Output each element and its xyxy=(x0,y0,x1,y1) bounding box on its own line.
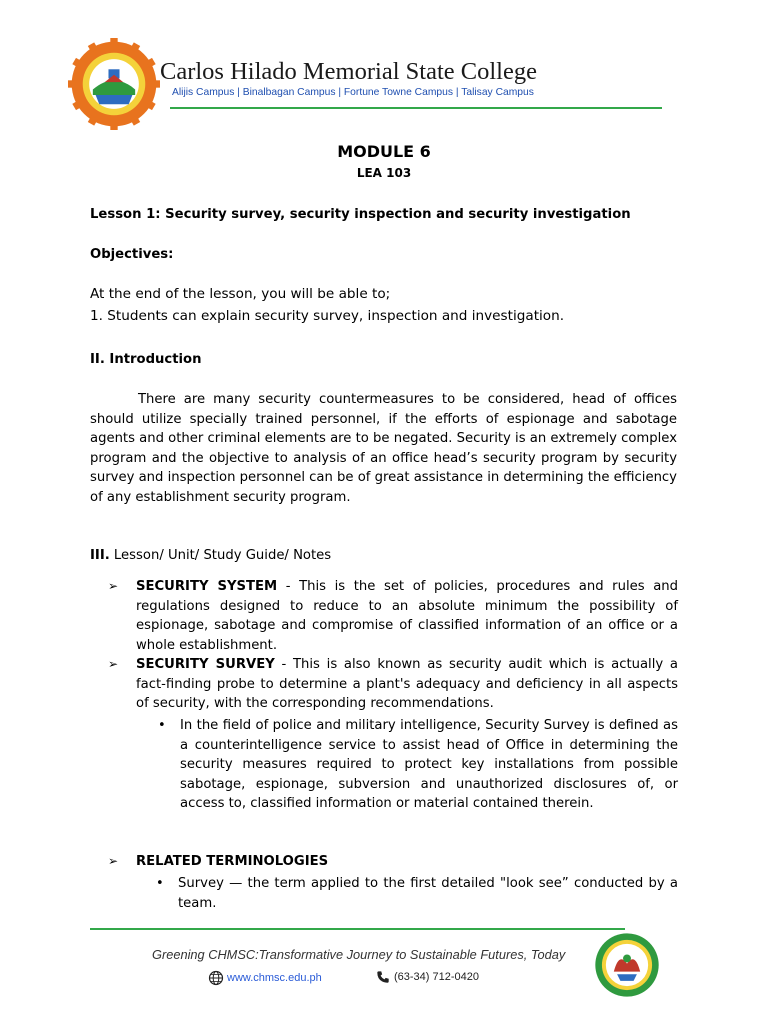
phone-contact xyxy=(376,970,479,984)
course-code: LEA 103 xyxy=(356,166,412,180)
lesson-title: Lesson 1: Security survey, security inspection and security investigation xyxy=(90,207,631,222)
list-item xyxy=(156,874,678,913)
phone-icon xyxy=(376,970,390,984)
campus-list: Alijis Campus | Binalbagan Campus | Fortune Towne Campus | Talisay Campus xyxy=(172,87,534,98)
objectives-intro: At the end of the lesson, you will be able to; xyxy=(90,286,391,302)
related-term-text: Survey — the term applied to the first detailed "look see” conducted by a team. xyxy=(178,876,678,911)
term-definition: - This is the set of policies, procedures and rules and regulations designed to reduce to an absolute minimum the possibility of espionage, sabotage and compromise of classified information of an office or a whole establishment. xyxy=(136,579,678,653)
phone-number: (63-34) 712-0420 xyxy=(394,971,480,983)
globe-icon xyxy=(208,970,224,986)
list-item xyxy=(108,655,678,714)
dot-bullet-icon: • xyxy=(156,876,164,891)
footer-tagline: Greening CHMSC:Transformative Journey to Sustainable Futures, Today xyxy=(152,947,566,962)
college-name: Carlos Hilado Memorial State College xyxy=(160,58,537,85)
lesson-notes-heading: III. Lesson/ Unit/ Study Guide/ Notes xyxy=(90,548,332,563)
introduction-paragraph: There are many security countermeasures to be considered, head of offices should utilize specially trained personnel, if the efforts of espionage and sabotage agents and other criminal elements are to be negated. Security is an extremely complex program and the objective to analysis of an office head’s security program by security survey and inspection personnel can be of great assistance in determining the efficiency of any establishment security program. xyxy=(90,392,677,505)
college-seal-icon xyxy=(68,38,160,130)
dot-bullet-icon: • xyxy=(158,718,166,733)
objective-item: 1. Students can explain security survey, inspection and investigation. xyxy=(90,308,565,324)
arrow-bullet-icon: ➢ xyxy=(108,657,119,671)
list-item xyxy=(158,716,678,814)
arrow-bullet-icon: ➢ xyxy=(108,854,119,868)
term-definition: - This is also known as security audit which is actually a fact-finding probe to determine a plant's adequacy and deficiency in all aspects of security, with the corresponding recommendations. xyxy=(136,657,679,711)
arrow-bullet-icon: ➢ xyxy=(108,579,119,593)
term-label: SECURITY SURVEY xyxy=(136,657,275,672)
introduction-heading: II. Introduction xyxy=(90,352,202,367)
website-url: www.chmsc.edu.ph xyxy=(227,972,322,984)
header-divider xyxy=(170,107,662,109)
footer-divider xyxy=(90,928,625,930)
list-item xyxy=(108,577,678,655)
website-link[interactable] xyxy=(208,970,322,986)
sub-bullet-text: In the field of police and military intelligence, Security Survey is defined as a counterintelligence service to assist head of Office in determining the security measures required to protect key installations from possible sabotage, espionage, subversion and unauthorized disclosures of, or access to, classified information or material contained therein. xyxy=(180,718,678,811)
greening-seal-icon xyxy=(594,932,660,998)
module-title: MODULE 6 xyxy=(337,142,431,161)
related-terminologies-heading: ➢ RELATED TERMINOLOGIES xyxy=(108,852,678,872)
term-label: SECURITY SYSTEM xyxy=(136,579,278,594)
objectives-heading: Objectives: xyxy=(90,247,174,262)
